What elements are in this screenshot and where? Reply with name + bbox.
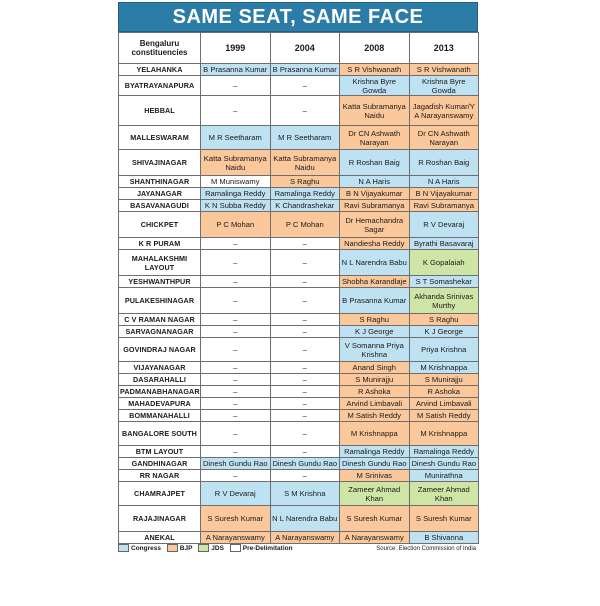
winner-cell: – (201, 326, 271, 338)
winner-cell: – (270, 250, 340, 276)
constituency-name: YELAHANKA (119, 64, 201, 76)
table-body (119, 64, 479, 544)
winner-cell: – (201, 422, 271, 446)
legend-bjp: BJP (167, 544, 193, 554)
winner-cell: S Raghu (409, 314, 479, 326)
winner-cell: Dr Hemachandra Sagar (340, 212, 410, 238)
winner-cell: – (270, 238, 340, 250)
table-row (119, 126, 479, 150)
header-year-2004: 2004 (270, 33, 340, 64)
constituency-name: K R PURAM (119, 238, 201, 250)
winner-cell: Dinesh Gundu Rao (270, 458, 340, 470)
winner-cell: – (270, 422, 340, 446)
winner-cell: Dinesh Gundu Rao (201, 458, 271, 470)
table-row (119, 176, 479, 188)
winner-cell: Dr CN Ashwath Narayan (340, 126, 410, 150)
winner-cell: S Munirajju (340, 374, 410, 386)
winner-cell: Zameer Ahmad Khan (340, 482, 410, 506)
constituency-name: BOMMANAHALLI (119, 410, 201, 422)
table-row (119, 470, 479, 482)
winner-cell: – (201, 386, 271, 398)
constituency-name: MAHALAKSHMI LAYOUT (119, 250, 201, 276)
table-row (119, 288, 479, 314)
constituency-name: YESHWANTHPUR (119, 276, 201, 288)
constituency-name: MAHADEVAPURA (119, 398, 201, 410)
constituency-name: RAJAJINAGAR (119, 506, 201, 532)
winner-cell: – (201, 314, 271, 326)
table-row (119, 250, 479, 276)
constituency-name: CHICKPET (119, 212, 201, 238)
winner-cell: M Krishnappa (340, 422, 410, 446)
table-row (119, 338, 479, 362)
header-year-1999: 1999 (201, 33, 271, 64)
winner-cell: A Narayanswamy (340, 532, 410, 544)
winner-cell: – (270, 386, 340, 398)
constituency-name: BANGALORE SOUTH (119, 422, 201, 446)
constituency-name: C V RAMAN NAGAR (119, 314, 201, 326)
winner-cell: Munirathna (409, 470, 479, 482)
winner-cell: Ravi Subramanya (340, 200, 410, 212)
constituency-name: GANDHINAGAR (119, 458, 201, 470)
constituency-name: BTM LAYOUT (119, 446, 201, 458)
table-row (119, 410, 479, 422)
winner-cell: Anand Singh (340, 362, 410, 374)
winner-cell: S Suresh Kumar (409, 506, 479, 532)
table-row (119, 458, 479, 470)
winner-cell: Zameer Ahmad Khan (409, 482, 479, 506)
table-row (119, 422, 479, 446)
winner-cell: R V Devaraj (409, 212, 479, 238)
winner-cell: B Shivanna (409, 532, 479, 544)
table-row (119, 76, 479, 96)
table-row (119, 482, 479, 506)
winner-cell: Akhanda Srinivas Murthy (409, 288, 479, 314)
table-row (119, 386, 479, 398)
winner-cell: S Raghu (270, 176, 340, 188)
winner-cell: N L Narendra Babu (340, 250, 410, 276)
winner-cell: R V Devaraj (201, 482, 271, 506)
winner-cell: – (270, 398, 340, 410)
winner-cell: – (270, 470, 340, 482)
winner-cell: R Ashoka (409, 386, 479, 398)
winner-cell: Arvind Limbavali (409, 398, 479, 410)
table-row (119, 96, 479, 126)
winner-cell: Ravi Subramanya (409, 200, 479, 212)
header-year-2013: 2013 (409, 33, 479, 64)
winner-cell: – (201, 470, 271, 482)
winner-cell: M Srinivas (340, 470, 410, 482)
winner-cell: – (201, 96, 271, 126)
constituency-name: VIJAYANAGAR (119, 362, 201, 374)
winner-cell: S T Somashekar (409, 276, 479, 288)
constituency-name: HEBBAL (119, 96, 201, 126)
constituency-name: PULAKESHINAGAR (119, 288, 201, 314)
table-row (119, 374, 479, 386)
constituency-name: GOVINDRAJ NAGAR (119, 338, 201, 362)
constituency-name: RR NAGAR (119, 470, 201, 482)
winner-cell: – (201, 250, 271, 276)
winner-cell: M Krishnappa (409, 362, 479, 374)
winner-cell: – (201, 288, 271, 314)
winner-cell: K J George (340, 326, 410, 338)
constituency-name: BYATRAYANAPURA (119, 76, 201, 96)
legend-jds: JDS (198, 544, 224, 554)
winner-cell: N A Haris (409, 176, 479, 188)
winner-cell: B Prasanna Kumar (340, 288, 410, 314)
winner-cell: S Suresh Kumar (340, 506, 410, 532)
table-row (119, 276, 479, 288)
winner-cell: P C Mohan (270, 212, 340, 238)
table-row (119, 200, 479, 212)
winner-cell: – (201, 446, 271, 458)
winner-cell: Byrathi Basavaraj (409, 238, 479, 250)
winner-cell: Krishna Byre Gowda (409, 76, 479, 96)
winner-cell: S Raghu (340, 314, 410, 326)
winner-cell: B Prasanna Kumar (270, 64, 340, 76)
winner-cell: A Narayanswamy (201, 532, 271, 544)
header-year-2008: 2008 (340, 33, 410, 64)
winner-cell: N L Narendra Babu (270, 506, 340, 532)
header-row (119, 33, 479, 64)
winner-cell: R Ashoka (340, 386, 410, 398)
winner-cell: S M Krishna (270, 482, 340, 506)
constituency-name: SHIVAJINAGAR (119, 150, 201, 176)
winner-cell: S Munirajju (409, 374, 479, 386)
constituency-name: JAYANAGAR (119, 188, 201, 200)
winner-cell: – (270, 76, 340, 96)
winner-cell: M R Seetharam (201, 126, 271, 150)
winner-cell: M R Seetharam (270, 126, 340, 150)
legend (118, 544, 478, 554)
winner-cell: Ramalinga Reddy (409, 446, 479, 458)
table-row (119, 398, 479, 410)
winner-cell: Katta Subramanya Naidu (340, 96, 410, 126)
table-row (119, 326, 479, 338)
winner-cell: Dinesh Gundu Rao (340, 458, 410, 470)
winner-cell: Nandiesha Reddy (340, 238, 410, 250)
winner-cell: Ramalinga Reddy (270, 188, 340, 200)
winner-cell: P C Mohan (201, 212, 271, 238)
winner-cell: M Krishnappa (409, 422, 479, 446)
winner-cell: B N Vijayakumar (340, 188, 410, 200)
winner-cell: R Roshan Baig (340, 150, 410, 176)
winner-cell: Dinesh Gundu Rao (409, 458, 479, 470)
table-row (119, 362, 479, 374)
winner-cell: – (270, 314, 340, 326)
winner-cell: B N Vijayakumar (409, 188, 479, 200)
constituency-name: PADMANABHANAGAR (120, 387, 200, 396)
winner-cell: – (201, 362, 271, 374)
winner-cell: – (270, 338, 340, 362)
winner-cell: M Satish Reddy (340, 410, 410, 422)
winner-cell: – (270, 326, 340, 338)
winner-cell: – (270, 410, 340, 422)
infographic (118, 2, 478, 554)
winner-cell: S R Vishwanath (340, 64, 410, 76)
page-title: SAME SEAT, SAME FACE (118, 2, 478, 32)
winner-cell: Arvind Limbavali (340, 398, 410, 410)
table-row (119, 150, 479, 176)
table-row (119, 212, 479, 238)
winner-cell: V Somanna Priya Krishna (340, 338, 410, 362)
winner-cell: – (201, 338, 271, 362)
winner-cell: – (270, 362, 340, 374)
winner-cell: Katta Subramanya Naidu (270, 150, 340, 176)
table-row (119, 532, 479, 544)
constituency-name: ANEKAL (119, 532, 201, 544)
winner-cell: – (201, 398, 271, 410)
constituency-name: CHAMRAJPET (119, 482, 201, 506)
winner-cell: – (270, 96, 340, 126)
winner-cell: S Suresh Kumar (201, 506, 271, 532)
winner-cell: R Roshan Baig (409, 150, 479, 176)
winner-cell: – (270, 288, 340, 314)
winner-cell: M Muniswamy (201, 176, 271, 188)
table-row (119, 64, 479, 76)
constituency-name: MALLESWARAM (119, 126, 201, 150)
winner-cell: Katta Subramanya Naidu (201, 150, 271, 176)
winner-cell: Shobha Karandlaje (340, 276, 410, 288)
constituency-name: DASARAHALLI (119, 374, 201, 386)
winner-cell: – (270, 374, 340, 386)
constituency-name: SARVAGNANAGAR (119, 326, 201, 338)
winner-cell: A Narayanswamy (270, 532, 340, 544)
table-row (119, 238, 479, 250)
winner-cell: N A Haris (340, 176, 410, 188)
table-row (119, 446, 479, 458)
winner-cell: S R Vishwanath (409, 64, 479, 76)
table-row (119, 314, 479, 326)
table-row (119, 188, 479, 200)
table-row (119, 506, 479, 532)
header-constituencies: Bengaluru constituencies (119, 33, 201, 64)
winner-cell: – (201, 410, 271, 422)
source-note: Source: Election Commission of India (376, 546, 476, 552)
winner-cell: Dr CN Ashwath Narayan (409, 126, 479, 150)
winner-cell: K Chandrashekar (270, 200, 340, 212)
winner-cell: Jagadish Kumar/Y A Narayanswamy (409, 96, 479, 126)
winner-cell: M Satish Reddy (409, 410, 479, 422)
constituency-name: SHANTHINAGAR (119, 176, 201, 188)
winner-cell: Krishna Byre Gowda (340, 76, 410, 96)
constituency-table (118, 32, 479, 544)
winner-cell: Ramalinga Reddy (340, 446, 410, 458)
winner-cell: – (201, 238, 271, 250)
legend-pre-delimitation: Pre-Delimitation (230, 544, 293, 554)
winner-cell: K N Subba Reddy (201, 200, 271, 212)
winner-cell: – (270, 276, 340, 288)
winner-cell: – (201, 76, 271, 96)
winner-cell: Priya Krishna (409, 338, 479, 362)
winner-cell: – (201, 276, 271, 288)
winner-cell: K J George (409, 326, 479, 338)
winner-cell: – (270, 446, 340, 458)
constituency-name: BASAVANAGUDI (119, 200, 201, 212)
winner-cell: K Gopalaiah (409, 250, 479, 276)
legend-congress: Congress (118, 544, 161, 554)
winner-cell: Ramalinga Reddy (201, 188, 271, 200)
winner-cell: B Prasanna Kumar (201, 64, 271, 76)
winner-cell: – (201, 374, 271, 386)
